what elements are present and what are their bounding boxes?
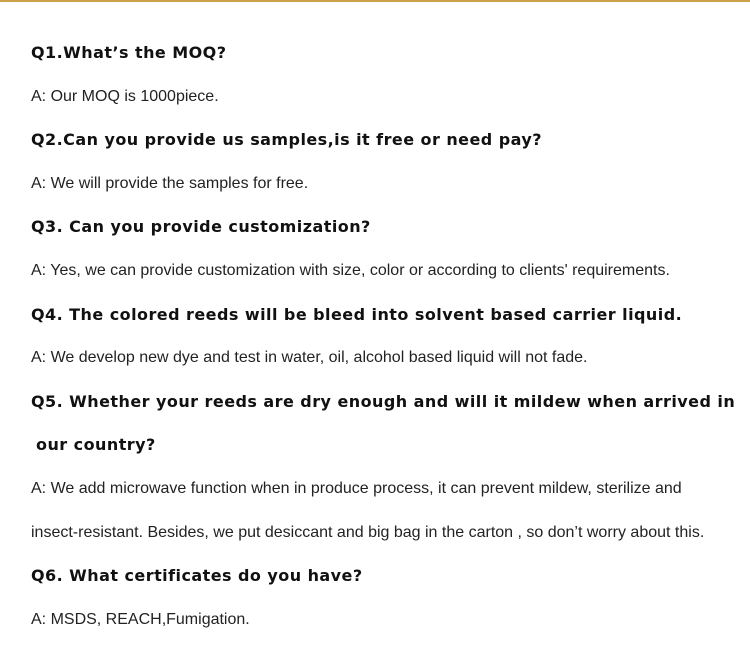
faq-list xyxy=(31,31,743,641)
answer-2: A: We will provide the samples for free. xyxy=(31,174,309,192)
question-6: Q6. What certificates do you have? xyxy=(31,566,363,586)
question-4: Q4. The colored reeds will be bleed into solvent based carrier liquid. xyxy=(31,304,683,324)
answer-5-line-2: insect-resistant. Besides, we put desiccant and big bag in the carton , so don’t worry about this. xyxy=(31,523,705,541)
answer-6: A: MSDS, REACH,Fumigation. xyxy=(31,610,250,628)
answer-4: A: We develop new dye and test in water, oil, alcohol based liquid will not fade. xyxy=(31,349,588,367)
top-divider xyxy=(0,0,750,2)
question-2: Q2.Can you provide us samples,is it free or need pay? xyxy=(31,130,542,150)
answer-3: A: Yes, we can provide customization with size, color or according to clients' requirements. xyxy=(31,261,670,279)
question-5-line-1: Q5. Whether your reeds are dry enough and will it mildew when arrived in xyxy=(31,391,736,411)
question-5-line-2: our country? xyxy=(36,435,156,455)
question-3: Q3. Can you provide customization? xyxy=(31,217,371,237)
answer-5-line-1: A: We add microwave function when in produce process, it can prevent mildew, sterilize and xyxy=(31,479,682,497)
question-1: Q1.What’s the MOQ? xyxy=(31,43,227,62)
answer-1: A: Our MOQ is 1000piece. xyxy=(31,87,219,105)
